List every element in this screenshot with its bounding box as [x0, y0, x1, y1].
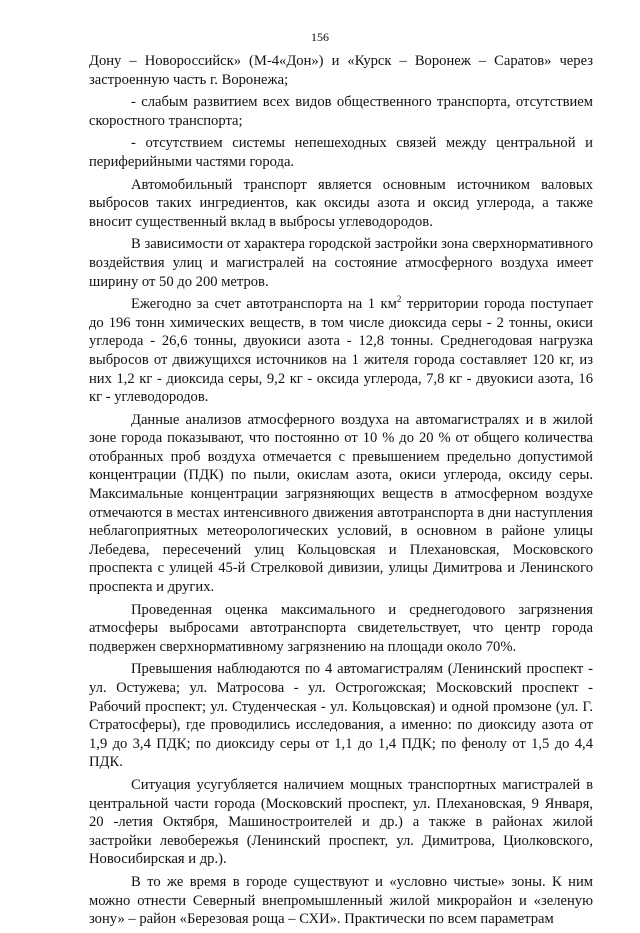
paragraph: Ситуация усугубляется наличием мощных транспортных магистралей в центральной части города (Московский проспект, ул. Плехановская, 9 Января, 20 -летия Октября, Машиностроителей и др.) а также в районах жилой застройки левобережья (Ленинский проспект, ул. Димитрова, Циолковского, Новосибирская и др.). — [89, 776, 593, 868]
paragraph: - слабым развитием всех видов общественного транспорта, отсутствием скоростного транспорта; — [89, 94, 593, 129]
paragraph — [89, 295, 593, 407]
superscript: 2 — [396, 294, 402, 305]
paragraph-text-after: территории города поступает до 196 тонн химических веществ, в том числе диоксида серы - 2 тонны, окиси углерода - 26,6 тонны, двуокиси азота - 12,8 тонны. Среднегодовая нагрузка выбросов от движущихся источников на 1 жителя города составляет 120 кг, из них 1,2 кг - диоксида серы, 9,2 кг - оксида углерода, 7,8 кг - двуокиси азота, 16 кг - углеводородов. — [89, 296, 593, 406]
paragraph: Превышения наблюдаются по 4 автомагистралям (Ленинский проспект - ул. Остужева; ул. Матросова - ул. Острогожская; Московский проспект - Рабочий проспект; ул. Студенческая - ул. Кольцовская) и одной промзоне (ул. Г. Стратосферы), где проводились исследования, а именно: по диоксиду азота от 1,9 до 3,4 ПДК; по диоксиду серы от 1,1 до 1,4 ПДК; по фенолу от 1,5 до 4,4 ПДК. — [89, 661, 593, 771]
paragraph: Данные анализов атмосферного воздуха на автомагистралях и в жилой зоне города показывают, что постоянно от 10 % до 20 % от общего количества отобранных проб воздуха отмечается с превышением предельно допустимой концентрации (ПДК) по пыли, окислам азота, окиси углерода, оксиду серы. Максимальные концентрации загрязняющих веществ в атмосферном воздухе отмечаются в местах интенсивного движения автотранспорта в дни наступления неблагоприятных метеорологических условий, в основном в районе улицы Лебедева, пересечений улиц Кольцовская и Плехановская, Московского проспекта с улицей 45-й Стрелковой дивизии, улицы Димитрова и Ленинского проспекта и других. — [89, 411, 593, 596]
paragraph: В зависимости от характера городской застройки зона сверхнормативного воздействия улиц и магистралей на состояние атмосферного воздуха имеет ширину от 50 до 200 метров. — [89, 236, 593, 290]
paragraph: - отсутствием системы непешеходных связей между центральной и периферийными частями города. — [89, 135, 593, 170]
paragraph: Проведенная оценка максимального и среднегодового загрязнения атмосферы выбросами автотранспорта свидетельствует, что центр города подвержен сверхнормативному загрязнению на площади около 70%. — [89, 601, 593, 655]
paragraph-text-before: Ежегодно за счет автотранспорта на 1 км — [131, 296, 397, 313]
paragraph: Автомобильный транспорт является основным источником валовых выбросов таких ингредиентов, как оксиды азота и оксид углерода, а также вносит существенный вклад в выбросы углеводородов. — [89, 176, 593, 230]
body-text — [89, 52, 593, 933]
paragraph: Дону – Новороссийск» (М-4«Дон») и «Курск – Воронеж – Саратов» через застроенную часть г. Воронежа; — [89, 53, 593, 88]
paragraph: В то же время в городе существуют и «условно чистые» зоны. К ним можно отнести Северный внепромышленный жилой микрорайон и «зеленую зону» – район «Березовая роща – СХИ». Практически по всем параметрам — [89, 873, 593, 928]
page-number: 156 — [311, 30, 329, 44]
